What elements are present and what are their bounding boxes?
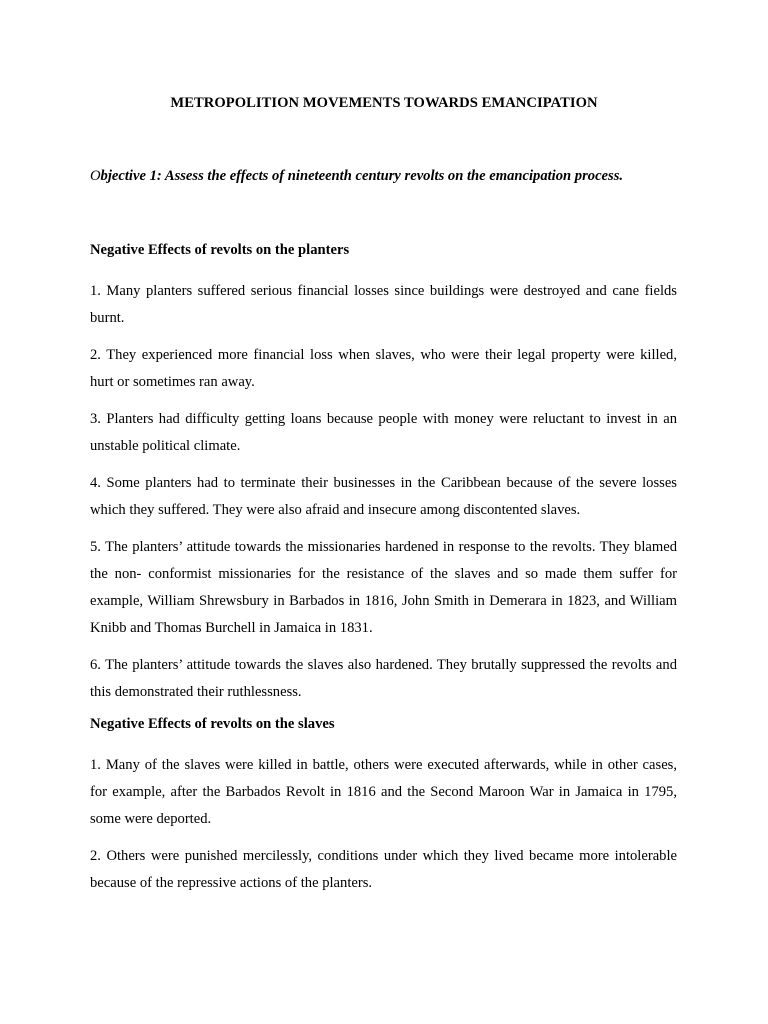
planters-effects-section [90, 241, 677, 716]
objective-first-letter: O [90, 168, 101, 184]
objective-statement [90, 167, 690, 185]
document-title: METROPOLITION MOVEMENTS TOWARDS EMANCIPATION [170, 95, 598, 111]
planters-point-1: 1. Many planters suffered serious financial losses since buildings were destroyed and cane fields burnt. [90, 283, 677, 326]
planters-point-6: 6. The planters’ attitude towards the slaves also hardened. They brutally suppressed the revolts and this demonstrated their ruthlessness. [90, 657, 677, 700]
planters-point-3: 3. Planters had difficulty getting loans because people with money were reluctant to invest in an unstable political climate. [90, 411, 677, 454]
objective-text: bjective 1: Assess the effects of nineteenth century revolts on the emancipation process. [100, 168, 624, 184]
planters-point-5: 5. The planters’ attitude towards the missionaries hardened in response to the revolts. They blamed the non- conformist missionaries for the resistance of the slaves and so made them suffer for example, William Shrewsbury in Barbados in 1816, John Smith in Demerara in 1823, and William Knibb and Thomas Burchell in Jamaica in 1831. [90, 539, 677, 636]
slaves-section-heading: Negative Effects of revolts on the slaves [90, 716, 335, 732]
planters-point-4: 4. Some planters had to terminate their businesses in the Caribbean because of the severe losses which they suffered. They were also afraid and insecure among discontented slaves. [90, 475, 677, 518]
planters-point-2: 2. They experienced more financial loss when slaves, who were their legal property were killed, hurt or sometimes ran away. [90, 347, 677, 390]
slaves-point-2: 2. Others were punished mercilessly, conditions under which they lived became more intolerable because of the repressive actions of the planters. [90, 848, 677, 891]
slaves-point-1: 1. Many of the slaves were killed in battle, others were executed afterwards, while in other cases, for example, after the Barbados Revolt in 1816 and the Second Maroon War in Jamaica in 1795, some were deported. [90, 757, 677, 827]
slaves-effects-section [90, 715, 677, 907]
planters-section-heading: Negative Effects of revolts on the planters [90, 242, 350, 258]
